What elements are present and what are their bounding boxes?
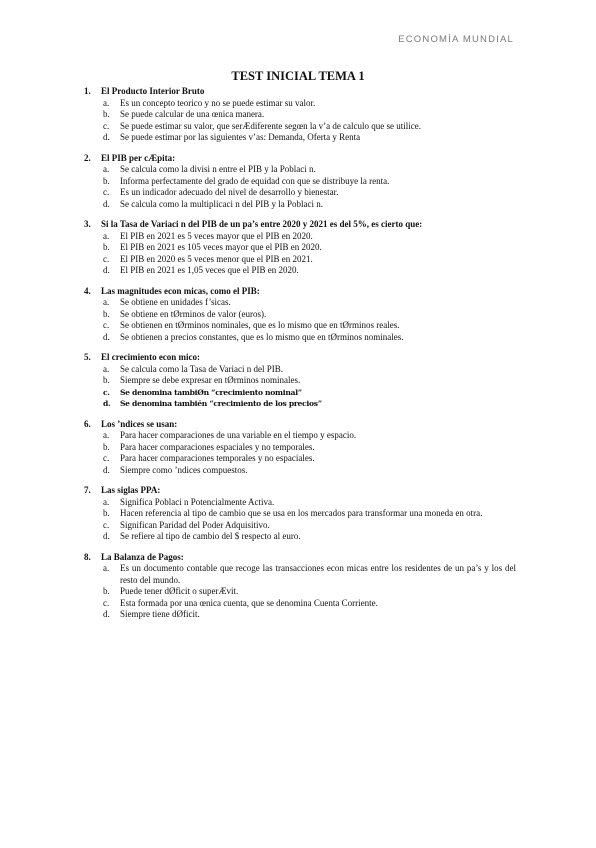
question-5 [0,352,596,410]
answer-option [0,520,596,532]
question-text: El crecimiento econ mico: [101,352,201,362]
question-list [0,86,596,630]
option-text: Es un documento contable que recoge las transacciones econ micas entre los residentes de un pa’s y los del resto del mundo. [120,563,516,585]
answer-option [0,297,596,309]
option-text: Es un concepto teorico y no se puede estimar su valor. [120,97,316,108]
answer-option [0,586,596,598]
question-7 [0,485,596,543]
option-text: Informa perfectamente del grado de equidad con que se distribuye la renta. [120,175,390,186]
answer-option [0,242,596,254]
question-1 [0,86,596,144]
answer-option [0,332,596,344]
question-8 [0,552,596,621]
option-text: Se refiere al tipo de cambio del $ respecto al euro. [120,531,301,541]
option-text: Siempre como ’ndices compuestos. [120,464,248,475]
answer-option [0,387,596,399]
answer-option [0,187,596,199]
option-letter: c. [103,387,110,397]
question-heading [0,552,596,564]
option-letter: d. [103,331,110,342]
option-text: Se denomina también “crecimiento de los precios” [120,399,322,408]
option-text: El PIB en 2021 es 105 veces mayor que el PIB en 2020. [120,242,322,252]
option-text: Se obtiene en unidades f’sicas. [120,297,231,307]
question-heading [0,219,596,231]
option-letter: d. [103,265,110,275]
option-letter: c. [103,597,110,608]
option-text: Es un indicador adecuado del nivel de desarrollo y bienestar. [120,187,339,197]
option-letter: d. [103,609,110,619]
page-title: TEST INICIAL TEMA 1 [231,69,365,83]
answer-option [0,609,596,621]
question-heading [0,485,596,497]
option-text: Se calcula como la multiplicaci n del PIB y la Poblaci n. [120,198,323,209]
option-letter: c. [103,320,110,330]
answer-option [0,531,596,543]
question-text: Las magnitudes econ micas, como el PIB: [101,285,260,296]
option-text: Se puede estimar su valor, que serÆdiferente segœn la v’a de calculo que se utilice. [120,120,422,131]
answer-option [0,598,596,610]
option-letter: d. [103,531,110,541]
answer-option [0,563,596,586]
option-letter: b. [103,375,110,385]
question-heading [0,86,596,98]
question-number: 7. [84,485,91,495]
option-letter: b. [103,242,110,252]
document-header: ECONOMÍA MUNDIAL [398,34,514,45]
option-letter: c. [103,187,110,197]
question-heading [0,153,596,165]
answer-option [0,98,596,110]
question-heading [0,419,596,431]
option-text: Puede tener dØficit o superÆvit. [120,586,239,596]
answer-option [0,121,596,133]
question-text: El PIB per cÆpita: [101,152,176,163]
option-letter: b. [103,441,110,452]
option-text: Se calcula como la divisi n entre el PIB y la Poblaci n. [120,164,316,174]
answer-option [0,320,596,332]
answer-option [0,442,596,454]
option-text: El PIB en 2021 es 1,05 veces que el PIB en 2020. [120,265,299,275]
option-letter: a. [103,164,110,174]
option-letter: c. [103,253,110,264]
option-text: Para hacer comparaciones temporales y no espaciales. [120,453,315,463]
question-number: 3. [84,219,91,229]
option-letter: a. [103,563,110,573]
answer-option [0,254,596,266]
question-text: Las siglas PPA: [101,485,161,495]
option-text: Se puede calcular de una œnica manera. [120,109,265,119]
option-letter: c. [103,519,110,530]
question-6 [0,419,596,477]
option-letter: b. [103,508,110,518]
option-letter: c. [103,453,110,463]
option-text: Esta formada por una œnica cuenta, que se denomina Cuenta Corriente. [120,597,378,608]
answer-option [0,164,596,176]
option-letter: d. [103,132,110,142]
option-text: El PIB en 2020 es 5 veces menor que el PIB en 2021. [120,253,313,264]
option-text: Se puede estimar por las siguientes v’as: Demanda, Oferta y Renta [120,132,361,142]
answer-option [0,465,596,477]
answer-option [0,265,596,277]
option-text: Significa Poblaci n Potencialmente Activa. [120,496,275,507]
option-letter: a. [103,297,110,307]
question-number: 2. [84,152,91,163]
option-text: Para hacer comparaciones espaciales y no temporales. [120,441,315,452]
option-letter: a. [103,363,110,374]
question-number: 4. [84,285,91,296]
question-heading [0,352,596,364]
answer-option [0,109,596,121]
answer-option [0,508,596,520]
option-text: Siempre tiene dØficit. [120,609,200,619]
option-letter: b. [103,308,110,319]
question-3 [0,219,596,277]
option-letter: a. [103,430,110,440]
question-text: Los ’ndices se usan: [101,418,178,429]
answer-option [0,231,596,243]
option-letter: a. [103,97,110,108]
question-number: 6. [84,418,91,429]
option-text: Se denomina tambiØn “crecimiento nominal” [120,387,302,397]
option-text: Se calcula como la Tasa de Variaci n del PIB. [120,363,283,374]
question-heading [0,286,596,298]
answer-option [0,176,596,188]
option-letter: b. [103,109,110,119]
answer-option [0,199,596,211]
question-number: 8. [84,551,91,562]
question-text: La Balanza de Pagos: [101,551,184,562]
option-text: Significan Paridad del Poder Adquisitivo. [120,519,270,530]
option-letter: d. [103,198,110,209]
answer-option [0,132,596,144]
question-number: 5. [84,352,91,362]
answer-option [0,309,596,321]
option-text: Se obtienen en tØrminos nominales, que es lo mismo que en tØrminos reales. [120,320,400,330]
option-letter: d. [103,464,110,475]
question-4 [0,286,596,344]
answer-option [0,430,596,442]
question-2 [0,153,596,211]
question-text: Si la Tasa de Variaci n del PIB de un pa’s entre 2020 y 2021 es del 5%, es cierto que: [101,219,423,229]
question-text: El Producto Interior Bruto [101,86,205,96]
answer-option [0,497,596,509]
option-letter: a. [103,496,110,507]
answer-option [0,453,596,465]
option-letter: b. [103,586,110,596]
option-text: Siempre se debe expresar en tØrminos nominales. [120,375,301,385]
option-letter: a. [103,230,110,241]
option-text: Se obtiene en tØrminos de valor (euros). [120,308,267,319]
option-text: El PIB en 2021 es 5 veces mayor que el PIB en 2020. [120,230,313,241]
option-letter: d. [103,399,111,408]
question-number: 1. [84,86,91,96]
option-letter: c. [103,120,110,131]
option-text: Se obtienen a precios constantes, que es lo mismo que en tØrminos nominales. [120,331,404,342]
answer-option [0,398,596,410]
option-letter: b. [103,175,110,186]
answer-option [0,375,596,387]
option-text: Hacen referencia al tipo de cambio que se usa en los mercados para transformar una moneda en otra. [120,508,483,518]
answer-option [0,364,596,376]
option-text: Para hacer comparaciones de una variable en el tiempo y espacio. [120,430,357,440]
